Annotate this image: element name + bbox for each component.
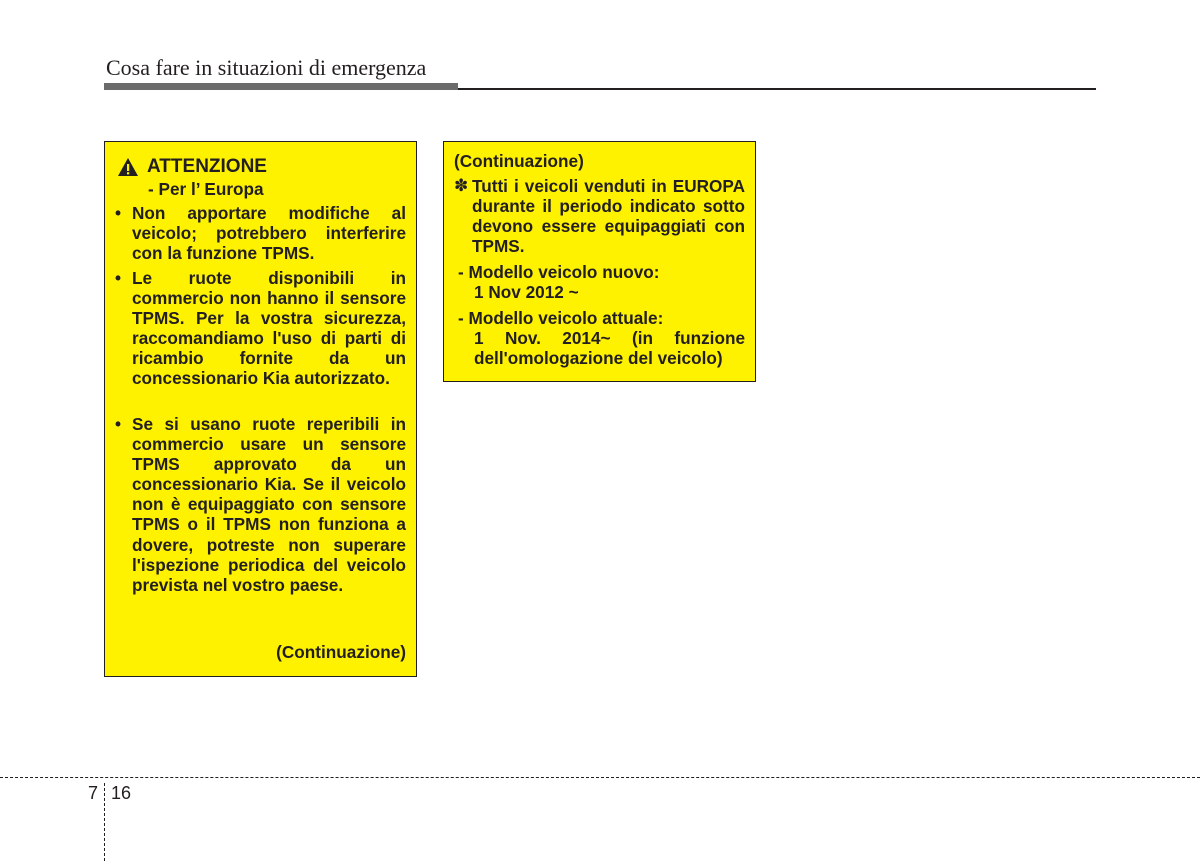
continued-heading: (Continuazione) [454, 151, 584, 171]
bullet-dot: • [115, 414, 122, 434]
bullet-dot: • [115, 268, 122, 288]
warning-title: ATTENZIONE [147, 155, 267, 177]
current-model-date: 1 Nov. 2014~ (in funzione dell'omologazione del veicolo) [474, 328, 745, 369]
warning-item-text: Non apportare modifiche al veicolo; potrebbero interferire con la funzione TPMS. [132, 203, 406, 264]
chapter-number: 7 [88, 783, 99, 803]
header-rule-thick [104, 83, 458, 90]
warning-box [104, 141, 417, 677]
warning-header [117, 156, 267, 178]
tpms-note-text: Tutti i veicoli venduti in EUROPA durante il periodo indicato sotto devono essere equipaggiati con TPMS. [472, 176, 745, 257]
warning-item-text: Le ruote disponibili in commercio non hanno il sensore TPMS. Per la vostra sicurezza, raccomandiamo l'uso di parti di ricambio fornite da un concessionario Kia autorizzato. [132, 268, 406, 389]
new-model-date: 1 Nov 2012 ~ [474, 282, 579, 303]
header-rule-thin [458, 88, 1096, 90]
warning-item-text: Se si usano ruote reperibili in commercio usare un sensore TPMS approvato da un concessionario Kia. Se il veicolo non è equipaggiato con sensore TPMS o il TPMS non funziona a dovere, potreste non superare l'ispezione periodica del veicolo prevista nel vostro paese. [132, 414, 406, 595]
tpms-note [454, 176, 745, 256]
asterisk-icon: ✽ [454, 176, 469, 195]
warning-item [115, 203, 406, 263]
new-model-label [458, 262, 745, 282]
footer-vertical-divider [104, 783, 105, 861]
current-model-entry [458, 308, 745, 368]
new-model-entry [458, 262, 745, 302]
bullet-dot: • [115, 203, 122, 223]
continuation-label: (Continuazione) [276, 642, 406, 662]
new-model-label-text: - Modello veicolo nuovo: [458, 262, 660, 282]
continued-box [443, 141, 756, 382]
page-number: 16 [111, 783, 132, 803]
section-title: Cosa fare in situazioni di emergenza [106, 55, 427, 80]
warning-item [115, 414, 406, 595]
current-model-label: - Modello veicolo attuale: [458, 308, 664, 328]
warning-triangle-icon [117, 157, 139, 177]
footer-divider [0, 777, 1200, 778]
warning-item [115, 268, 406, 389]
warning-subtitle: - Per l’ Europa [148, 179, 264, 199]
